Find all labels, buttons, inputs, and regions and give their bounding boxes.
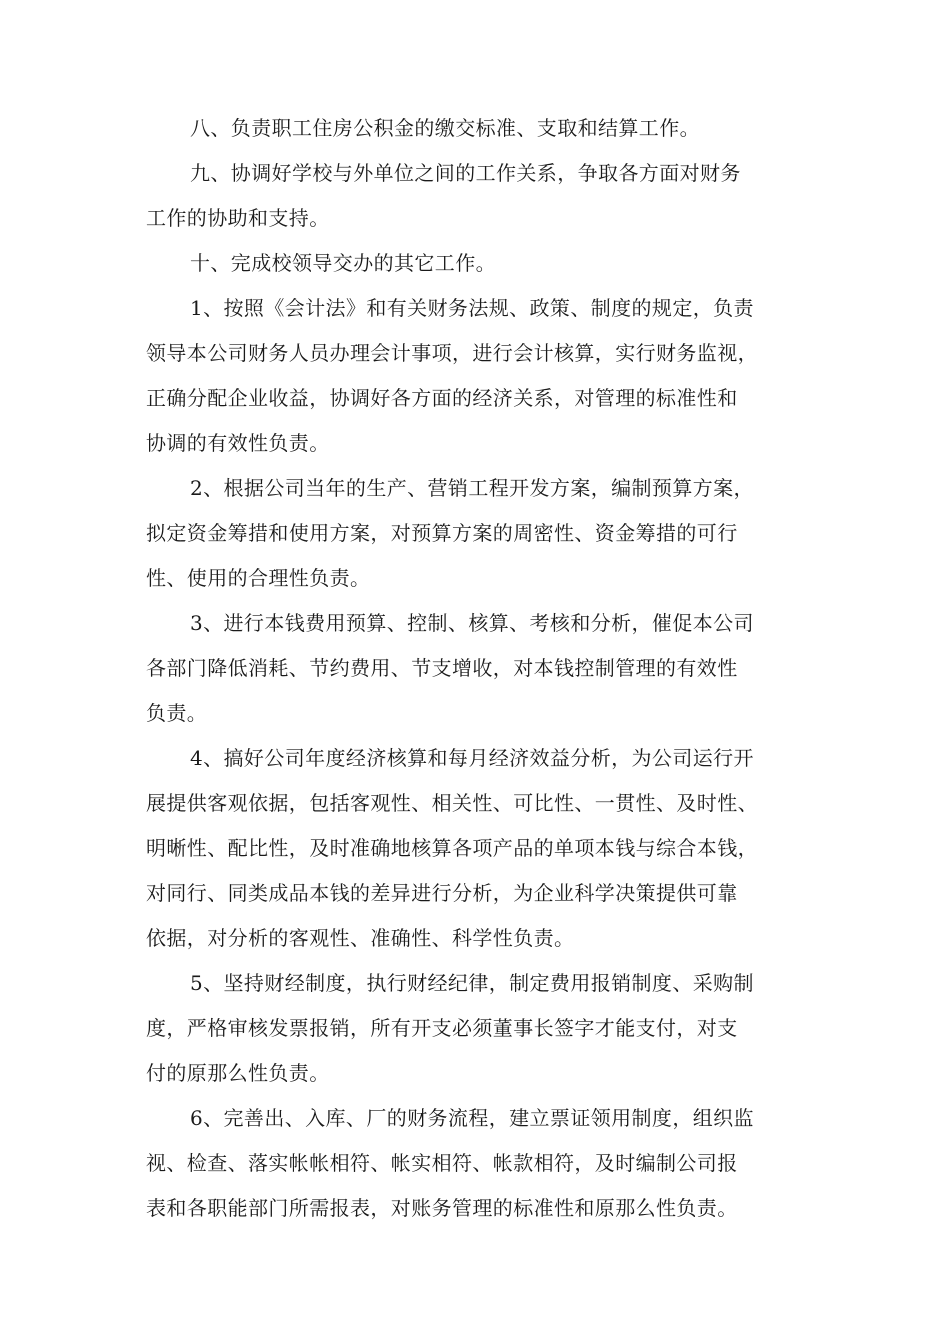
paragraph-line: 八、负责职工住房公积金的缴交标准、支取和结算工作。: [190, 116, 700, 140]
paragraph-item-6: [146, 1096, 826, 1231]
paragraph-line: 依据，对分析的客观性、准确性、科学性负责。: [146, 926, 575, 950]
paragraph-line: 拟定资金筹措和使用方案，对预算方案的周密性、资金筹措的可行: [146, 521, 738, 545]
paragraph-line: 负责。: [146, 701, 208, 725]
paragraph-10: [146, 241, 826, 286]
paragraph-line: 十、完成校领导交办的其它工作。: [190, 251, 496, 275]
paragraph-item-4: [146, 736, 826, 961]
paragraph-line: 各部门降低消耗、节约费用、节支增收，对本钱控制管理的有效性: [146, 656, 738, 680]
paragraph-line: 性、使用的合理性负责。: [146, 566, 371, 590]
paragraph-line: 领导本公司财务人员办理会计事项，进行会计核算，实行财务监视，: [146, 341, 758, 365]
paragraph-line: 表和各职能部门所需报表，对账务管理的标准性和原那么性负责。: [146, 1196, 738, 1220]
paragraph-item-3: [146, 601, 826, 736]
paragraph-line: 协调的有效性负责。: [146, 431, 330, 455]
paragraph-line: 付的原那么性负责。: [146, 1061, 330, 1085]
paragraph-item-5: [146, 961, 826, 1096]
paragraph-line: 视、检查、落实帐帐相符、帐实相符、帐款相符，及时编制公司报: [146, 1151, 738, 1175]
paragraph-line: 展提供客观依据，包括客观性、相关性、可比性、一贯性、及时性、: [146, 791, 758, 815]
paragraph-line: 度，严格审核发票报销，所有开支必须董事长签字才能支付，对支: [146, 1016, 738, 1040]
paragraph-line: 明晰性、配比性，及时准确地核算各项产品的单项本钱与综合本钱，: [146, 836, 758, 860]
document-body: [146, 106, 826, 1231]
paragraph-line: 6、完善出、入库、厂的财务流程，建立票证领用制度，组织监: [190, 1106, 754, 1130]
paragraph-line: 4、搞好公司年度经济核算和每月经济效益分析，为公司运行开: [190, 746, 754, 770]
paragraph-line: 工作的协助和支持。: [146, 206, 330, 230]
paragraph-9: [146, 151, 826, 241]
paragraph-8: [146, 106, 826, 151]
paragraph-line: 1、按照《会计法》和有关财务法规、政策、制度的规定，负责: [190, 296, 754, 320]
paragraph-line: 3、进行本钱费用预算、控制、核算、考核和分析，催促本公司: [190, 611, 754, 635]
paragraph-line: 正确分配企业收益，协调好各方面的经济关系，对管理的标准性和: [146, 386, 738, 410]
paragraph-line: 对同行、同类成品本钱的差异进行分析，为企业科学决策提供可靠: [146, 881, 738, 905]
paragraph-item-2: [146, 466, 826, 601]
paragraph-line: 5、坚持财经制度，执行财经纪律，制定费用报销制度、采购制: [190, 971, 754, 995]
paragraph-line: 九、协调好学校与外单位之间的工作关系，争取各方面对财务: [190, 161, 741, 185]
paragraph-item-1: [146, 286, 826, 466]
paragraph-line: 2、根据公司当年的生产、营销工程开发方案，编制预算方案，: [190, 476, 754, 500]
